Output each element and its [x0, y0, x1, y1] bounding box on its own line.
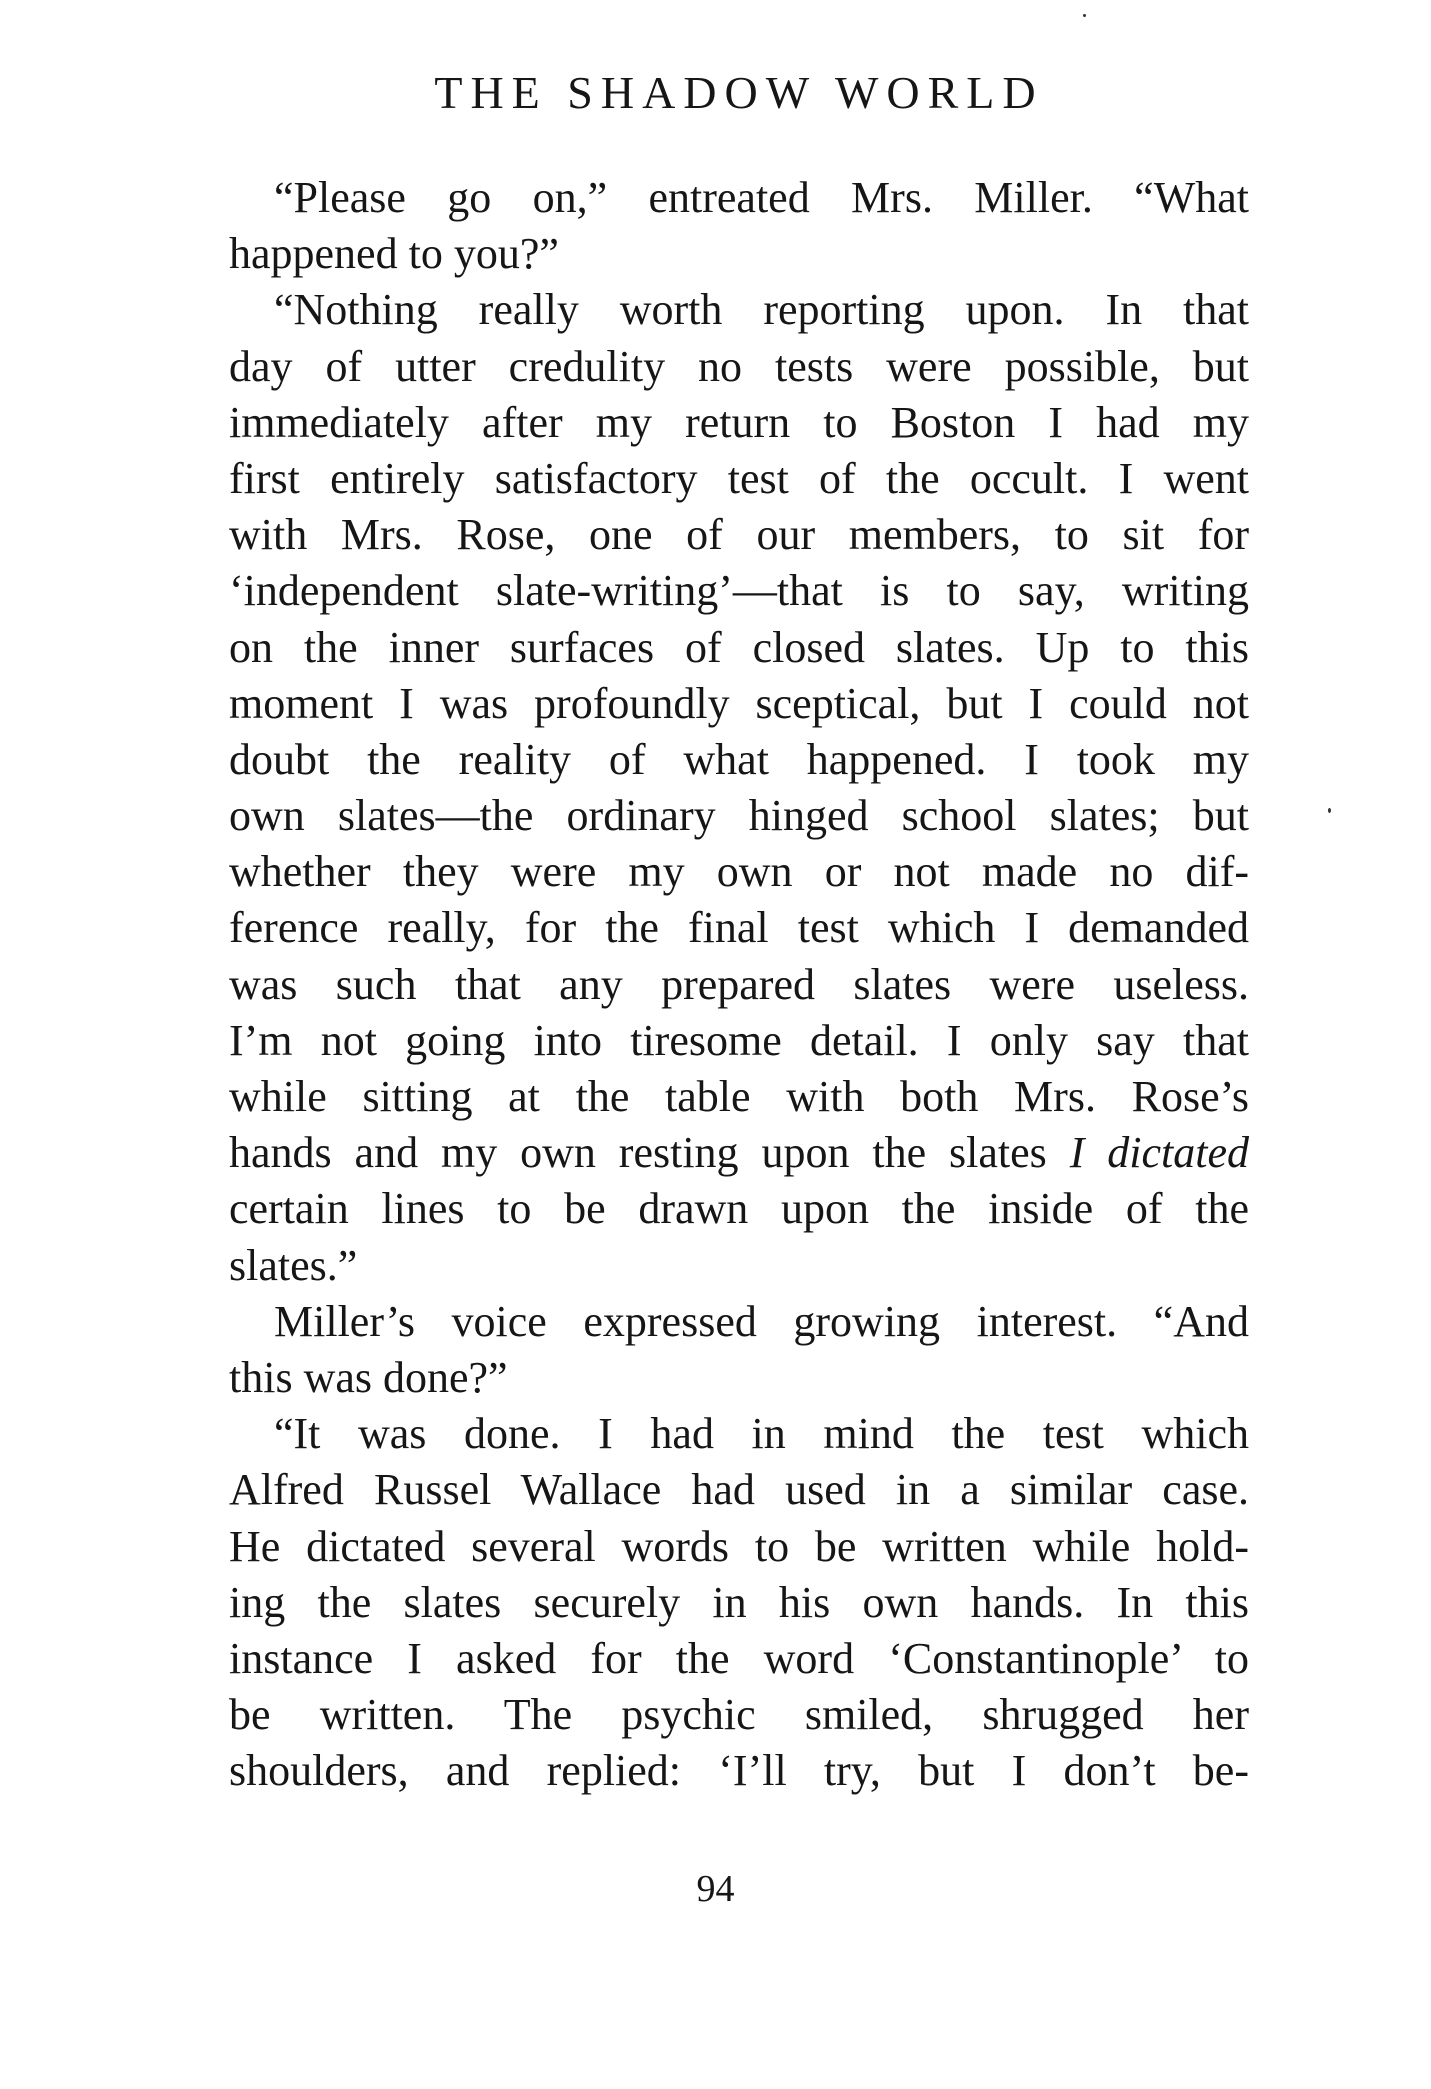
text-line-with-italic [229, 1125, 1249, 1181]
text-line-segment: hands and my own resting upon the slates [229, 1128, 1070, 1178]
text-line: first entirely satisfactory test of the occult. I went [229, 453, 1249, 503]
text-line: ‘independent slate-writing’—that is to say, writing [229, 566, 1249, 616]
text-line: moment I was profoundly sceptical, but I could not [229, 678, 1249, 728]
text-line: while sitting at the table with both Mrs. Rose’s [229, 1072, 1249, 1121]
running-head: THE SHADOW WORLD [434, 67, 1044, 118]
text-line: ing the slates securely in his own hands. In this [229, 1577, 1249, 1627]
scan-speck [1083, 14, 1086, 17]
text-line: with Mrs. Rose, one of our members, to sit for [229, 510, 1249, 560]
text-line: be written. The psychic smiled, shrugged her [229, 1690, 1249, 1740]
text-line: certain lines to be drawn upon the inside of the [229, 1184, 1249, 1234]
italic-phrase: I dictated [1069, 1128, 1249, 1178]
page-number: 94 [696, 1868, 735, 1910]
text-line: “Nothing really worth reporting upon. In that [274, 285, 1249, 335]
text-line: on the inner surfaces of closed slates. Up to this [229, 622, 1249, 672]
text-line: shoulders, and replied: ‘I’ll try, but I don’t be- [229, 1746, 1249, 1796]
text-line: instance I asked for the word ‘Constantinople’ to [229, 1633, 1249, 1683]
text-line: “Please go on,” entreated Mrs. Miller. “What [274, 173, 1249, 222]
scan-speck [1328, 808, 1331, 813]
text-line: He dictated several words to be written while hold- [229, 1521, 1249, 1571]
body-text [229, 170, 1249, 1799]
text-line: I’m not going into tiresome detail. I only say that [229, 1015, 1249, 1065]
text-line: slates.” [229, 1240, 358, 1290]
text-line: own slates—the ordinary hinged school slates; but [229, 791, 1249, 841]
text-line: Miller’s voice expressed growing interest. “And [274, 1296, 1249, 1346]
text-line: immediately after my return to Boston I had my [229, 397, 1249, 447]
text-line: was such that any prepared slates were useless. [229, 959, 1249, 1009]
text-line: this was done?” [229, 1352, 508, 1402]
text-line: happened to you?” [229, 229, 559, 279]
text-line: “It was done. I had in mind the test which [274, 1409, 1249, 1459]
text-line: Alfred Russel Wallace had used in a similar case. [229, 1465, 1249, 1515]
text-line: whether they were my own or not made no dif- [229, 847, 1249, 897]
text-line: day of utter credulity no tests were possible, but [229, 341, 1249, 391]
text-line: doubt the reality of what happened. I took my [229, 734, 1249, 784]
text-line: ference really, for the final test which I demanded [229, 903, 1249, 953]
